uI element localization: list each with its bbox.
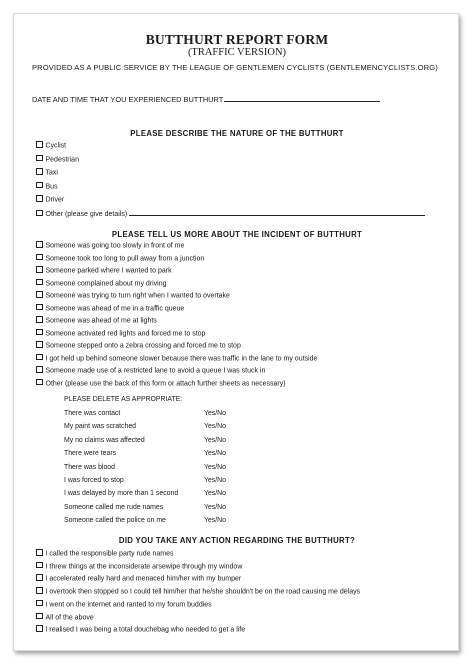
nature-option-label: Driver xyxy=(45,196,65,204)
checkbox[interactable] xyxy=(36,341,43,348)
checkbox[interactable] xyxy=(36,291,43,298)
action-option-item[interactable] xyxy=(36,600,212,609)
checkbox[interactable] xyxy=(36,241,43,248)
yes-no-label: My paint was scratched xyxy=(64,423,136,431)
checkbox[interactable] xyxy=(36,155,43,162)
incident-option-label: Someone activated red lights and forced me to stop xyxy=(45,330,206,337)
incident-option-item[interactable] xyxy=(36,329,205,338)
incident-option-label: I got held up behind someone slower because there was traffic in the lane to my outside xyxy=(45,355,318,362)
action-heading: DID YOU TAKE ANY ACTION REGARDING THE BUTTHURT? xyxy=(118,536,356,545)
incident-option-item[interactable] xyxy=(36,241,184,250)
checkbox[interactable] xyxy=(36,562,43,569)
yes-no-value[interactable]: Yes/No xyxy=(204,436,226,444)
nature-option-label: Pedestrian xyxy=(45,156,79,164)
checkbox[interactable] xyxy=(36,587,43,594)
action-option-item[interactable] xyxy=(36,625,245,634)
form-title: BUTTHURT REPORT FORM xyxy=(145,32,329,47)
yes-no-value[interactable]: Yes/No xyxy=(204,517,226,525)
incident-option-label: Someone made use of a restricted lane to avoid a queue I was stuck in xyxy=(45,367,266,375)
incident-option-item[interactable] xyxy=(36,279,167,288)
checkbox[interactable] xyxy=(36,613,43,620)
nature-option-item[interactable] xyxy=(36,141,66,150)
checkbox[interactable] xyxy=(36,379,43,386)
date-time-label: DATE AND TIME THAT YOU EXPERIENCED BUTTHURT xyxy=(32,95,224,104)
nature-option-item[interactable] xyxy=(36,195,64,204)
action-option-label: I accelerated really hard and menaced him/her with my bumper xyxy=(45,575,242,583)
checkbox[interactable] xyxy=(36,354,43,361)
nature-option-item[interactable] xyxy=(36,155,79,164)
yes-no-value[interactable]: Yes/No xyxy=(204,477,226,484)
incident-option-label: Someone parked where I wanted to park xyxy=(45,267,172,275)
nature-option-item[interactable] xyxy=(36,209,425,218)
checkbox[interactable] xyxy=(36,141,43,148)
checkbox[interactable] xyxy=(36,304,43,311)
incident-option-item[interactable] xyxy=(36,291,230,300)
yes-no-value[interactable]: Yes/No xyxy=(204,450,226,458)
incident-option-item[interactable] xyxy=(36,379,286,388)
action-option-item[interactable] xyxy=(36,574,241,583)
yes-no-label: There was contact xyxy=(64,410,121,417)
checkbox[interactable] xyxy=(36,266,43,273)
action-option-item[interactable] xyxy=(36,562,242,571)
incident-option-label: Someone was ahead of me in a traffic queue xyxy=(45,305,185,312)
action-option-label: I overtook then stopped so I could tell him/her that he/she shouldn't be on the road causing me delays xyxy=(45,588,361,596)
nature-option-label: Cyclist xyxy=(45,142,67,150)
nature-option-label: Bus xyxy=(45,183,58,191)
checkbox[interactable] xyxy=(36,549,43,556)
yes-no-label: There were tears xyxy=(64,450,117,458)
nature-option-label: Taxi xyxy=(45,169,58,177)
date-time-field xyxy=(32,94,380,104)
incident-option-item[interactable] xyxy=(36,366,265,375)
incident-option-item[interactable] xyxy=(36,316,157,325)
action-option-label: I threw things at the inconsiderate arsewipe through my window xyxy=(45,563,243,571)
yes-no-value[interactable]: Yes/No xyxy=(204,423,226,431)
nature-option-item[interactable] xyxy=(36,182,58,191)
provided-by-line: PROVIDED AS A PUBLIC SERVICE BY THE LEAGUE OF GENTLEMEN CYCLISTS (GENTLEMENCYCLISTS.ORG) xyxy=(32,63,438,72)
checkbox[interactable] xyxy=(36,625,43,632)
yes-no-value[interactable]: Yes/No xyxy=(204,503,226,511)
incident-option-label: Other (please use the back of this form or attach further sheets as necessary) xyxy=(45,380,286,387)
checkbox[interactable] xyxy=(36,254,43,261)
incident-option-label: Someone was going too slowly in front of me xyxy=(45,242,185,250)
yes-no-label: My no claims was affected xyxy=(64,436,145,444)
nature-heading: PLEASE DESCRIBE THE NATURE OF THE BUTTHURT xyxy=(130,129,344,138)
nature-option-label: Other (please give details) xyxy=(45,211,128,218)
checkbox[interactable] xyxy=(36,329,43,336)
checkbox[interactable] xyxy=(36,574,43,581)
incident-option-item[interactable] xyxy=(36,254,204,263)
incident-option-label: Someone took too long to pull away from a junction xyxy=(45,255,205,262)
checkbox[interactable] xyxy=(36,210,43,217)
incident-option-item[interactable] xyxy=(36,354,317,363)
checkbox[interactable] xyxy=(36,182,43,189)
action-option-label: I called the responsible party rude names xyxy=(45,550,174,558)
yes-no-value[interactable]: Yes/No xyxy=(204,410,226,417)
delete-note: PLEASE DELETE AS APPROPRIATE: xyxy=(64,396,183,403)
incident-option-label: Someone complained about my driving xyxy=(45,280,167,287)
incident-option-label: Someone stepped onto a zebra crossing and forced me to stop xyxy=(45,342,241,350)
checkbox[interactable] xyxy=(36,279,43,286)
checkbox[interactable] xyxy=(36,195,43,202)
yes-no-label: There was blood xyxy=(64,463,115,471)
yes-no-label: Someone called me rude names xyxy=(64,503,164,511)
incident-heading: PLEASE TELL US MORE ABOUT THE INCIDENT OF BUTTHURT xyxy=(111,230,363,239)
checkbox[interactable] xyxy=(36,366,43,373)
yes-no-label: I was forced to stop xyxy=(64,477,124,484)
incident-option-item[interactable] xyxy=(36,341,241,350)
action-option-label: All of the above xyxy=(45,614,94,621)
form-subtitle: (TRAFFIC VERSION) xyxy=(187,47,287,58)
action-option-item[interactable] xyxy=(36,549,174,558)
checkbox[interactable] xyxy=(36,316,43,323)
action-option-label: I realised I was being a total douchebag who needed to get a life xyxy=(45,626,246,634)
checkbox[interactable] xyxy=(36,600,43,607)
yes-no-value[interactable]: Yes/No xyxy=(204,463,226,471)
action-option-item[interactable] xyxy=(36,613,94,622)
yes-no-value[interactable]: Yes/No xyxy=(204,490,226,498)
checkbox[interactable] xyxy=(36,168,43,175)
incident-option-item[interactable] xyxy=(36,304,184,313)
nature-option-item[interactable] xyxy=(36,168,58,177)
yes-no-label: Someone called the police on me xyxy=(64,517,166,525)
yes-no-label: I was delayed by more than 1 second xyxy=(64,490,179,498)
incident-option-label: Someone was trying to turn right when I wanted to overtake xyxy=(45,292,230,300)
date-time-input-line[interactable] xyxy=(224,94,380,102)
incident-option-item[interactable] xyxy=(36,266,172,275)
action-option-label: I went on the internet and ranted to my forum buddies xyxy=(45,601,212,609)
other-details-line[interactable] xyxy=(129,209,425,216)
action-option-item[interactable] xyxy=(36,587,360,596)
incident-option-label: Someone was ahead of me at lights xyxy=(45,317,157,325)
form-page xyxy=(13,13,459,651)
